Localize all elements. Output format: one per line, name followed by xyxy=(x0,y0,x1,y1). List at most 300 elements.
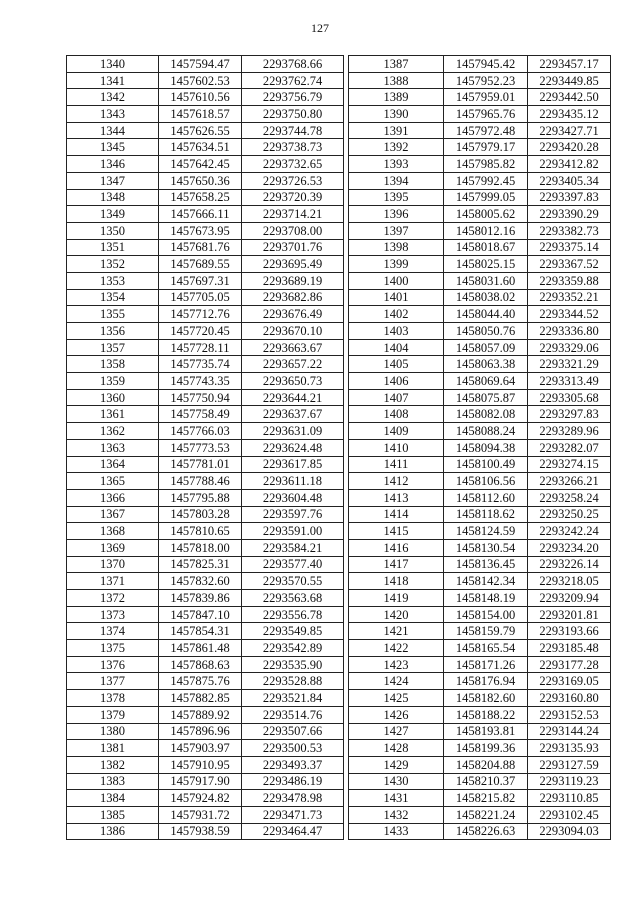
x-coordinate-cell: 1458130.54 xyxy=(444,539,528,556)
y-coordinate-cell: 2293624.48 xyxy=(242,439,344,456)
x-coordinate-cell: 1458063.38 xyxy=(444,356,528,373)
y-coordinate-cell: 2293732.65 xyxy=(242,156,344,173)
y-coordinate-cell: 2293695.49 xyxy=(242,256,344,273)
y-coordinate-cell: 2293234.20 xyxy=(528,539,611,556)
y-coordinate-cell: 2293274.15 xyxy=(528,456,611,473)
table-row xyxy=(349,473,611,490)
x-coordinate-cell: 1457931.72 xyxy=(159,806,242,823)
point-number-cell: 1358 xyxy=(67,356,159,373)
table-row xyxy=(67,272,344,289)
x-coordinate-cell: 1457788.46 xyxy=(159,473,242,490)
point-number-cell: 1369 xyxy=(67,539,159,556)
table-row xyxy=(349,806,611,823)
y-coordinate-cell: 2293193.66 xyxy=(528,623,611,640)
point-number-cell: 1413 xyxy=(349,489,444,506)
point-number-cell: 1392 xyxy=(349,139,444,156)
x-coordinate-cell: 1457868.63 xyxy=(159,656,242,673)
point-number-cell: 1400 xyxy=(349,272,444,289)
table-row xyxy=(67,590,344,607)
table-row xyxy=(349,823,611,840)
y-coordinate-cell: 2293535.90 xyxy=(242,656,344,673)
y-coordinate-cell: 2293768.66 xyxy=(242,56,344,73)
table-row xyxy=(349,489,611,506)
y-coordinate-cell: 2293258.24 xyxy=(528,489,611,506)
point-number-cell: 1385 xyxy=(67,806,159,823)
y-coordinate-cell: 2293611.18 xyxy=(242,473,344,490)
y-coordinate-cell: 2293726.53 xyxy=(242,172,344,189)
point-number-cell: 1378 xyxy=(67,690,159,707)
table-row xyxy=(67,206,344,223)
y-coordinate-cell: 2293449.85 xyxy=(528,72,611,89)
point-number-cell: 1370 xyxy=(67,556,159,573)
table-row xyxy=(67,690,344,707)
y-coordinate-cell: 2293670.10 xyxy=(242,323,344,340)
y-coordinate-cell: 2293738.73 xyxy=(242,139,344,156)
x-coordinate-cell: 1458018.67 xyxy=(444,239,528,256)
x-coordinate-cell: 1457924.82 xyxy=(159,790,242,807)
y-coordinate-cell: 2293102.45 xyxy=(528,806,611,823)
table-row xyxy=(349,640,611,657)
table-row xyxy=(349,573,611,590)
y-coordinate-cell: 2293714.21 xyxy=(242,206,344,223)
table-row xyxy=(67,523,344,540)
y-coordinate-cell: 2293708.00 xyxy=(242,222,344,239)
x-coordinate-cell: 1457681.76 xyxy=(159,239,242,256)
point-number-cell: 1344 xyxy=(67,122,159,139)
coordinates-table-left xyxy=(66,55,344,840)
y-coordinate-cell: 2293321.29 xyxy=(528,356,611,373)
x-coordinate-cell: 1457758.49 xyxy=(159,406,242,423)
y-coordinate-cell: 2293514.76 xyxy=(242,706,344,723)
y-coordinate-cell: 2293744.78 xyxy=(242,122,344,139)
y-coordinate-cell: 2293435.12 xyxy=(528,106,611,123)
point-number-cell: 1383 xyxy=(67,773,159,790)
y-coordinate-cell: 2293756.79 xyxy=(242,89,344,106)
y-coordinate-cell: 2293556.78 xyxy=(242,606,344,623)
point-number-cell: 1395 xyxy=(349,189,444,206)
y-coordinate-cell: 2293507.66 xyxy=(242,723,344,740)
y-coordinate-cell: 2293689.19 xyxy=(242,272,344,289)
x-coordinate-cell: 1457896.96 xyxy=(159,723,242,740)
point-number-cell: 1375 xyxy=(67,640,159,657)
x-coordinate-cell: 1458221.24 xyxy=(444,806,528,823)
y-coordinate-cell: 2293094.03 xyxy=(528,823,611,840)
y-coordinate-cell: 2293185.48 xyxy=(528,640,611,657)
y-coordinate-cell: 2293282.07 xyxy=(528,439,611,456)
point-number-cell: 1381 xyxy=(67,740,159,757)
x-coordinate-cell: 1457697.31 xyxy=(159,272,242,289)
y-coordinate-cell: 2293177.28 xyxy=(528,656,611,673)
table-row xyxy=(349,556,611,573)
point-number-cell: 1397 xyxy=(349,222,444,239)
x-coordinate-cell: 1457903.97 xyxy=(159,740,242,757)
table-row xyxy=(349,172,611,189)
x-coordinate-cell: 1458136.45 xyxy=(444,556,528,573)
point-number-cell: 1411 xyxy=(349,456,444,473)
x-coordinate-cell: 1457602.53 xyxy=(159,72,242,89)
table-row xyxy=(67,740,344,757)
table-row xyxy=(67,373,344,390)
table-row xyxy=(349,756,611,773)
point-number-cell: 1422 xyxy=(349,640,444,657)
point-number-cell: 1424 xyxy=(349,673,444,690)
x-coordinate-cell: 1458188.22 xyxy=(444,706,528,723)
x-coordinate-cell: 1457854.31 xyxy=(159,623,242,640)
point-number-cell: 1398 xyxy=(349,239,444,256)
y-coordinate-cell: 2293266.21 xyxy=(528,473,611,490)
point-number-cell: 1359 xyxy=(67,373,159,390)
x-coordinate-cell: 1457618.57 xyxy=(159,106,242,123)
y-coordinate-cell: 2293127.59 xyxy=(528,756,611,773)
x-coordinate-cell: 1458204.88 xyxy=(444,756,528,773)
x-coordinate-cell: 1458025.15 xyxy=(444,256,528,273)
point-number-cell: 1431 xyxy=(349,790,444,807)
table-row xyxy=(67,790,344,807)
y-coordinate-cell: 2293644.21 xyxy=(242,389,344,406)
x-coordinate-cell: 1458182.60 xyxy=(444,690,528,707)
x-coordinate-cell: 1458226.63 xyxy=(444,823,528,840)
point-number-cell: 1386 xyxy=(67,823,159,840)
x-coordinate-cell: 1457938.59 xyxy=(159,823,242,840)
point-number-cell: 1349 xyxy=(67,206,159,223)
x-coordinate-cell: 1458082.08 xyxy=(444,406,528,423)
table-row xyxy=(67,489,344,506)
point-number-cell: 1367 xyxy=(67,506,159,523)
x-coordinate-cell: 1457972.48 xyxy=(444,122,528,139)
table-row xyxy=(349,673,611,690)
y-coordinate-cell: 2293563.68 xyxy=(242,590,344,607)
y-coordinate-cell: 2293427.71 xyxy=(528,122,611,139)
y-coordinate-cell: 2293457.17 xyxy=(528,56,611,73)
point-number-cell: 1399 xyxy=(349,256,444,273)
y-coordinate-cell: 2293420.28 xyxy=(528,139,611,156)
x-coordinate-cell: 1457910.95 xyxy=(159,756,242,773)
x-coordinate-cell: 1458199.36 xyxy=(444,740,528,757)
point-number-cell: 1425 xyxy=(349,690,444,707)
point-number-cell: 1412 xyxy=(349,473,444,490)
point-number-cell: 1350 xyxy=(67,222,159,239)
table-row xyxy=(349,272,611,289)
x-coordinate-cell: 1457658.25 xyxy=(159,189,242,206)
point-number-cell: 1394 xyxy=(349,172,444,189)
y-coordinate-cell: 2293528.88 xyxy=(242,673,344,690)
x-coordinate-cell: 1457992.45 xyxy=(444,172,528,189)
x-coordinate-cell: 1457773.53 xyxy=(159,439,242,456)
y-coordinate-cell: 2293144.24 xyxy=(528,723,611,740)
table-row xyxy=(349,122,611,139)
table-row xyxy=(67,706,344,723)
table-row xyxy=(67,456,344,473)
point-number-cell: 1393 xyxy=(349,156,444,173)
table-row xyxy=(67,573,344,590)
y-coordinate-cell: 2293650.73 xyxy=(242,373,344,390)
point-number-cell: 1406 xyxy=(349,373,444,390)
table-row xyxy=(349,523,611,540)
point-number-cell: 1374 xyxy=(67,623,159,640)
x-coordinate-cell: 1457781.01 xyxy=(159,456,242,473)
x-coordinate-cell: 1458165.54 xyxy=(444,640,528,657)
point-number-cell: 1353 xyxy=(67,272,159,289)
x-coordinate-cell: 1457594.47 xyxy=(159,56,242,73)
x-coordinate-cell: 1458118.62 xyxy=(444,506,528,523)
x-coordinate-cell: 1457712.76 xyxy=(159,306,242,323)
table-row xyxy=(67,356,344,373)
x-coordinate-cell: 1458193.81 xyxy=(444,723,528,740)
point-number-cell: 1404 xyxy=(349,339,444,356)
x-coordinate-cell: 1457666.11 xyxy=(159,206,242,223)
y-coordinate-cell: 2293442.50 xyxy=(528,89,611,106)
point-number-cell: 1361 xyxy=(67,406,159,423)
y-coordinate-cell: 2293412.82 xyxy=(528,156,611,173)
x-coordinate-cell: 1458159.79 xyxy=(444,623,528,640)
y-coordinate-cell: 2293570.55 xyxy=(242,573,344,590)
x-coordinate-cell: 1457610.56 xyxy=(159,89,242,106)
x-coordinate-cell: 1458044.40 xyxy=(444,306,528,323)
y-coordinate-cell: 2293226.14 xyxy=(528,556,611,573)
x-coordinate-cell: 1458012.16 xyxy=(444,222,528,239)
point-number-cell: 1427 xyxy=(349,723,444,740)
table-row xyxy=(67,423,344,440)
table-row xyxy=(67,640,344,657)
table-row xyxy=(67,72,344,89)
table-row xyxy=(67,623,344,640)
point-number-cell: 1405 xyxy=(349,356,444,373)
table-row xyxy=(349,740,611,757)
y-coordinate-cell: 2293297.83 xyxy=(528,406,611,423)
point-number-cell: 1382 xyxy=(67,756,159,773)
table-row xyxy=(349,790,611,807)
y-coordinate-cell: 2293486.19 xyxy=(242,773,344,790)
point-number-cell: 1363 xyxy=(67,439,159,456)
table-row xyxy=(67,339,344,356)
x-coordinate-cell: 1458210.37 xyxy=(444,773,528,790)
y-coordinate-cell: 2293464.47 xyxy=(242,823,344,840)
point-number-cell: 1356 xyxy=(67,323,159,340)
point-number-cell: 1371 xyxy=(67,573,159,590)
table-row xyxy=(67,773,344,790)
y-coordinate-cell: 2293382.73 xyxy=(528,222,611,239)
y-coordinate-cell: 2293119.23 xyxy=(528,773,611,790)
table-row xyxy=(67,806,344,823)
table-row xyxy=(67,239,344,256)
y-coordinate-cell: 2293471.73 xyxy=(242,806,344,823)
point-number-cell: 1373 xyxy=(67,606,159,623)
point-number-cell: 1366 xyxy=(67,489,159,506)
table-row xyxy=(67,473,344,490)
table-row xyxy=(349,506,611,523)
point-number-cell: 1341 xyxy=(67,72,159,89)
point-number-cell: 1426 xyxy=(349,706,444,723)
point-number-cell: 1418 xyxy=(349,573,444,590)
y-coordinate-cell: 2293478.98 xyxy=(242,790,344,807)
table-row xyxy=(349,439,611,456)
table-row xyxy=(349,339,611,356)
point-number-cell: 1384 xyxy=(67,790,159,807)
x-coordinate-cell: 1458075.87 xyxy=(444,389,528,406)
x-coordinate-cell: 1458088.24 xyxy=(444,423,528,440)
point-number-cell: 1416 xyxy=(349,539,444,556)
x-coordinate-cell: 1457642.45 xyxy=(159,156,242,173)
y-coordinate-cell: 2293160.80 xyxy=(528,690,611,707)
page-number: 127 xyxy=(311,21,329,35)
x-coordinate-cell: 1457861.48 xyxy=(159,640,242,657)
point-number-cell: 1414 xyxy=(349,506,444,523)
point-number-cell: 1355 xyxy=(67,306,159,323)
point-number-cell: 1430 xyxy=(349,773,444,790)
x-coordinate-cell: 1457875.76 xyxy=(159,673,242,690)
y-coordinate-cell: 2293701.76 xyxy=(242,239,344,256)
y-coordinate-cell: 2293521.84 xyxy=(242,690,344,707)
table-row xyxy=(349,189,611,206)
x-coordinate-cell: 1457728.11 xyxy=(159,339,242,356)
x-coordinate-cell: 1457803.28 xyxy=(159,506,242,523)
y-coordinate-cell: 2293329.06 xyxy=(528,339,611,356)
x-coordinate-cell: 1458215.82 xyxy=(444,790,528,807)
point-number-cell: 1389 xyxy=(349,89,444,106)
y-coordinate-cell: 2293405.34 xyxy=(528,172,611,189)
table-row xyxy=(67,122,344,139)
y-coordinate-cell: 2293390.29 xyxy=(528,206,611,223)
table-row xyxy=(67,556,344,573)
table-row xyxy=(349,289,611,306)
table-row xyxy=(67,139,344,156)
table-row xyxy=(67,189,344,206)
y-coordinate-cell: 2293720.39 xyxy=(242,189,344,206)
table-row xyxy=(349,389,611,406)
x-coordinate-cell: 1458094.38 xyxy=(444,439,528,456)
y-coordinate-cell: 2293250.25 xyxy=(528,506,611,523)
table-row xyxy=(67,406,344,423)
table-row xyxy=(349,239,611,256)
point-number-cell: 1417 xyxy=(349,556,444,573)
x-coordinate-cell: 1457673.95 xyxy=(159,222,242,239)
x-coordinate-cell: 1457985.82 xyxy=(444,156,528,173)
table-row xyxy=(349,106,611,123)
y-coordinate-cell: 2293397.83 xyxy=(528,189,611,206)
y-coordinate-cell: 2293631.09 xyxy=(242,423,344,440)
point-number-cell: 1402 xyxy=(349,306,444,323)
y-coordinate-cell: 2293604.48 xyxy=(242,489,344,506)
x-coordinate-cell: 1458038.02 xyxy=(444,289,528,306)
y-coordinate-cell: 2293500.53 xyxy=(242,740,344,757)
point-number-cell: 1391 xyxy=(349,122,444,139)
y-coordinate-cell: 2293344.52 xyxy=(528,306,611,323)
table-row xyxy=(67,606,344,623)
point-number-cell: 1428 xyxy=(349,740,444,757)
y-coordinate-cell: 2293597.76 xyxy=(242,506,344,523)
x-coordinate-cell: 1457825.31 xyxy=(159,556,242,573)
y-coordinate-cell: 2293152.53 xyxy=(528,706,611,723)
point-number-cell: 1377 xyxy=(67,673,159,690)
point-number-cell: 1376 xyxy=(67,656,159,673)
point-number-cell: 1351 xyxy=(67,239,159,256)
y-coordinate-cell: 2293584.21 xyxy=(242,539,344,556)
point-number-cell: 1362 xyxy=(67,423,159,440)
x-coordinate-cell: 1458142.34 xyxy=(444,573,528,590)
table-row xyxy=(349,206,611,223)
table-row xyxy=(67,89,344,106)
coordinates-table-right xyxy=(348,55,611,840)
y-coordinate-cell: 2293218.05 xyxy=(528,573,611,590)
x-coordinate-cell: 1457720.45 xyxy=(159,323,242,340)
table-row xyxy=(67,156,344,173)
table-row xyxy=(349,406,611,423)
y-coordinate-cell: 2293591.00 xyxy=(242,523,344,540)
x-coordinate-cell: 1458154.00 xyxy=(444,606,528,623)
point-number-cell: 1433 xyxy=(349,823,444,840)
y-coordinate-cell: 2293201.81 xyxy=(528,606,611,623)
table-row xyxy=(67,222,344,239)
x-coordinate-cell: 1458106.56 xyxy=(444,473,528,490)
y-coordinate-cell: 2293336.80 xyxy=(528,323,611,340)
x-coordinate-cell: 1457626.55 xyxy=(159,122,242,139)
x-coordinate-cell: 1458005.62 xyxy=(444,206,528,223)
point-number-cell: 1380 xyxy=(67,723,159,740)
y-coordinate-cell: 2293375.14 xyxy=(528,239,611,256)
table-row xyxy=(67,172,344,189)
y-coordinate-cell: 2293359.88 xyxy=(528,272,611,289)
y-coordinate-cell: 2293352.21 xyxy=(528,289,611,306)
x-coordinate-cell: 1457965.76 xyxy=(444,106,528,123)
table-row xyxy=(67,389,344,406)
table-row xyxy=(349,56,611,73)
point-number-cell: 1372 xyxy=(67,590,159,607)
point-number-cell: 1408 xyxy=(349,406,444,423)
point-number-cell: 1429 xyxy=(349,756,444,773)
point-number-cell: 1345 xyxy=(67,139,159,156)
x-coordinate-cell: 1457832.60 xyxy=(159,573,242,590)
y-coordinate-cell: 2293242.24 xyxy=(528,523,611,540)
y-coordinate-cell: 2293289.96 xyxy=(528,423,611,440)
y-coordinate-cell: 2293209.94 xyxy=(528,590,611,607)
x-coordinate-cell: 1458050.76 xyxy=(444,323,528,340)
point-number-cell: 1410 xyxy=(349,439,444,456)
point-number-cell: 1346 xyxy=(67,156,159,173)
table-row xyxy=(349,373,611,390)
y-coordinate-cell: 2293135.93 xyxy=(528,740,611,757)
x-coordinate-cell: 1458176.94 xyxy=(444,673,528,690)
table-row xyxy=(67,756,344,773)
point-number-cell: 1354 xyxy=(67,289,159,306)
table-row xyxy=(349,222,611,239)
x-coordinate-cell: 1457810.65 xyxy=(159,523,242,540)
table-row xyxy=(349,690,611,707)
point-number-cell: 1432 xyxy=(349,806,444,823)
table-row xyxy=(349,323,611,340)
x-coordinate-cell: 1457847.10 xyxy=(159,606,242,623)
table-row xyxy=(349,89,611,106)
x-coordinate-cell: 1457705.05 xyxy=(159,289,242,306)
x-coordinate-cell: 1458031.60 xyxy=(444,272,528,289)
x-coordinate-cell: 1458100.49 xyxy=(444,456,528,473)
x-coordinate-cell: 1457743.35 xyxy=(159,373,242,390)
table-row xyxy=(67,823,344,840)
y-coordinate-cell: 2293542.89 xyxy=(242,640,344,657)
table-row xyxy=(349,623,611,640)
point-number-cell: 1419 xyxy=(349,590,444,607)
point-number-cell: 1387 xyxy=(349,56,444,73)
point-number-cell: 1420 xyxy=(349,606,444,623)
table-row xyxy=(67,439,344,456)
x-coordinate-cell: 1457945.42 xyxy=(444,56,528,73)
point-number-cell: 1388 xyxy=(349,72,444,89)
table-row xyxy=(67,673,344,690)
y-coordinate-cell: 2293305.68 xyxy=(528,389,611,406)
table-row xyxy=(349,156,611,173)
x-coordinate-cell: 1457882.85 xyxy=(159,690,242,707)
table-row xyxy=(67,506,344,523)
x-coordinate-cell: 1457959.01 xyxy=(444,89,528,106)
